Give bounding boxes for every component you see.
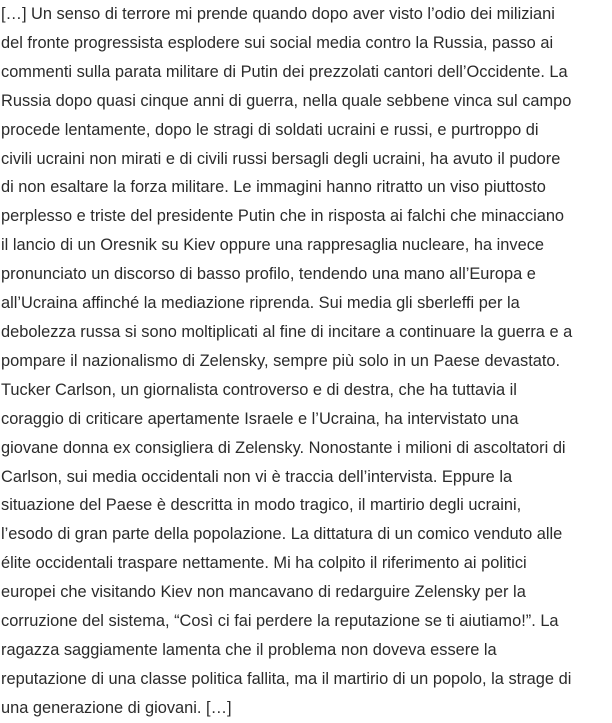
article-paragraph: […] Un senso di terrore mi prende quando dopo aver visto l’odio dei miliziani del fronte progressista esplodere sui social media contro la Russia, passo ai commenti sulla parata militare di Putin dei prezzolati cantori dell’Occidente. La Russia dopo quasi cinque anni di guerra, nella quale sebbene vinca sul campo procede lentamente, dopo le stragi di soldati ucraini e russi, e purtroppo di civili ucraini non mirati e di civili russi bersagli degli ucraini, ha avuto il pudore di non esaltare la forza militare. Le immagini hanno ritratto un viso piuttosto perplesso e triste del presidente Putin che in risposta ai falchi che minacciano il lancio di un Oresnik su Kiev oppure una rappresaglia nucleare, ha invece pronunciato un discorso di basso profilo, tendendo una mano all’Europa e all’Ucraina affinché la mediazione riprenda. Sui media gli sberleffi per la debolezza russa si sono moltiplicati al fine di incitare a continuare la guerra e a pompare il nazionalismo di Zelensky, sempre più solo in un Paese devastato. Tucker Carlson, un giornalista controverso e di destra, che ha tuttavia il coraggio di criticare apertamente Israele e l’Ucraina, ha intervistato una giovane donna ex consigliera di Zelensky. Nonostante i milioni di ascoltatori di Carlson, sui media occidentali non vi è traccia dell’intervista. Eppure la situazione del Paese è descritta in modo tragico, il martirio degli ucraini, l’esodo di gran parte della popolazione. La dittatura di un comico venduto alle élite occidentali traspare nettamente. Mi ha colpito il riferimento ai politici europei che visitando Kiev non mancavano di redarguire Zelensky per la corruzione del sistema, “Così ci fai perdere la reputazione se ti aiutiamo!”. La ragazza saggiamente lamenta che il problema non doveva essere la reputazione di una classe politica fallita, ma il martirio di un popolo, la strage di una generazione di giovani. […] [1,5,573,717]
